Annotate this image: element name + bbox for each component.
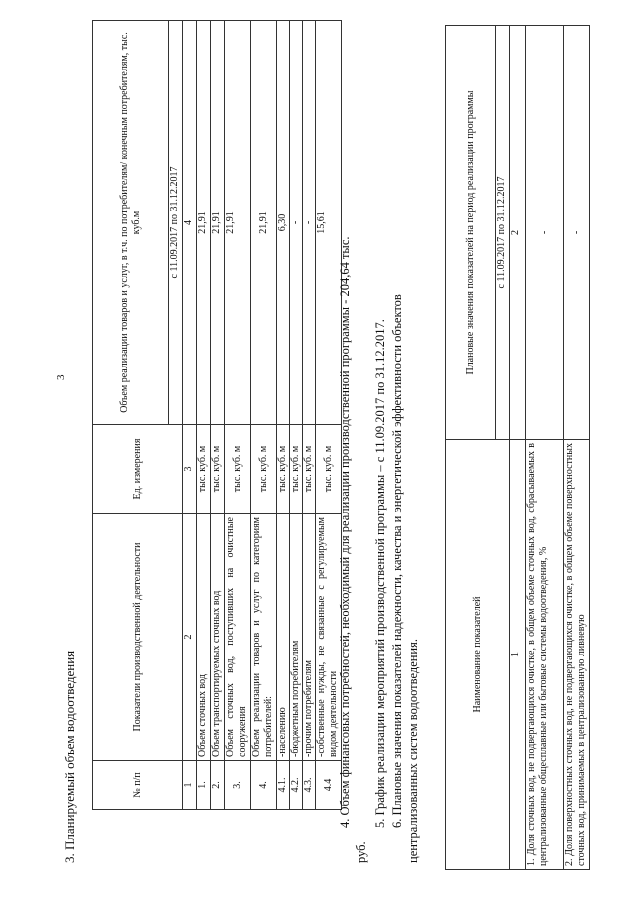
row-unit: тыс. куб. м	[197, 425, 211, 514]
section6-line1: 6. Плановые значения показателей надежности, качества и энергетической эффективности объектов	[390, 294, 404, 828]
row-name: 1. Доля сточных вод, не подвергающихся очистке, в общем объеме сточных вод, сбрасываемых в централизованные общесплавные или бытовые системы водоотведения, %	[526, 440, 564, 870]
row-value: 15,61	[316, 21, 342, 425]
table-header-row	[446, 26, 496, 870]
col-number: 3	[183, 425, 197, 514]
section4-line2: руб.	[354, 841, 368, 863]
row-name: -собственные нужды, не связанные с регулируемым видом деятельности	[316, 514, 342, 761]
row-num: 4.1.	[277, 761, 290, 810]
page-number: 3	[55, 374, 67, 380]
row-value: 21,91	[211, 21, 225, 425]
header-plan: Плановые значения показателей на период реализации программы	[446, 26, 496, 440]
row-name: Объем реализации товаров и услуг по категориям потребителей:	[251, 514, 277, 761]
column-number-row	[510, 26, 526, 870]
wastewater-volume-table	[92, 20, 342, 810]
section4-line1: 4. Объем финансовых потребностей, необходимый для реализации производственной программы - 204,64 тыс.	[338, 236, 352, 828]
table-row	[211, 21, 225, 810]
table-row	[251, 21, 277, 810]
header-period: с 11.09.2017 по 31.12.2017	[169, 21, 183, 425]
header-name: Наименование показателей	[446, 440, 510, 870]
row-unit: тыс. куб. м	[225, 425, 251, 514]
row-unit: тыс. куб. м	[303, 425, 316, 514]
indicators-table	[445, 25, 590, 870]
col-number: 1	[183, 761, 197, 810]
row-unit: тыс. куб. м	[251, 425, 277, 514]
section5-paragraph: 5. График реализации мероприятий производственной программы – с 11.09.2017 по 31.12.2017.	[373, 319, 387, 828]
col-number: 4	[183, 21, 197, 425]
table-row	[303, 21, 316, 810]
header-indicator: Показатели производственной деятельности	[93, 514, 183, 761]
table-header-row	[93, 21, 169, 810]
row-num: 3.	[225, 761, 251, 810]
header-num: № п/п	[93, 761, 183, 810]
row-num: 4.2.	[290, 761, 303, 810]
row-unit: тыс. куб. м	[290, 425, 303, 514]
table-row	[197, 21, 211, 810]
table-row	[564, 26, 590, 870]
row-num: 4.3.	[303, 761, 316, 810]
row-name: -населению	[277, 514, 290, 761]
row-value: 21,91	[197, 21, 211, 425]
row-value: 6,30	[277, 21, 290, 425]
row-name: -бюджетным потребителям	[290, 514, 303, 761]
row-num: 2.	[211, 761, 225, 810]
row-unit: тыс. куб. м	[316, 425, 342, 514]
table-row	[225, 21, 251, 810]
row-name: Объем сточных вод, поступивших на очистные сооружения	[225, 514, 251, 761]
row-unit: тыс. куб. м	[277, 425, 290, 514]
header-volume: Объем реализации товаров и услуг, в т.ч. по потребителям/ конечным потребителям, тыс. куб.м	[93, 21, 169, 425]
row-name: Объем транспортируемых сточных вод	[211, 514, 225, 761]
table-row	[290, 21, 303, 810]
row-num: 4.	[251, 761, 277, 810]
row-unit: тыс. куб. м	[211, 425, 225, 514]
col-number: 2	[510, 26, 526, 440]
row-num: 1.	[197, 761, 211, 810]
col-number: 1	[510, 440, 526, 870]
row-value: -	[290, 21, 303, 425]
section6-line2: централизованных систем водоотведения.	[406, 639, 420, 863]
row-value: -	[303, 21, 316, 425]
row-value: -	[564, 26, 590, 440]
row-num: 4.4	[316, 761, 342, 810]
col-number: 2	[183, 514, 197, 761]
table-row	[526, 26, 564, 870]
column-number-row	[183, 21, 197, 810]
row-value: 21,91	[225, 21, 251, 425]
table-row	[277, 21, 290, 810]
row-value: 21,91	[251, 21, 277, 425]
section3-title: 3. Планируемый объем водоотведения	[62, 650, 77, 863]
section6-paragraph	[389, 33, 421, 863]
header-unit: Ед. измерения	[93, 425, 183, 514]
row-value: -	[526, 26, 564, 440]
section4-paragraph	[337, 43, 369, 863]
header-period: с 11.09.2017 по 31.12.2017	[496, 26, 510, 440]
row-name: Объем сточных вод	[197, 514, 211, 761]
row-name: -прочим потребителям	[303, 514, 316, 761]
row-name: 2. Доля поверхностных сточных вод, не подвергающихся очистке, в общем объеме поверхностных сточных вод, принимаемых в централизованную ливневую	[564, 440, 590, 870]
